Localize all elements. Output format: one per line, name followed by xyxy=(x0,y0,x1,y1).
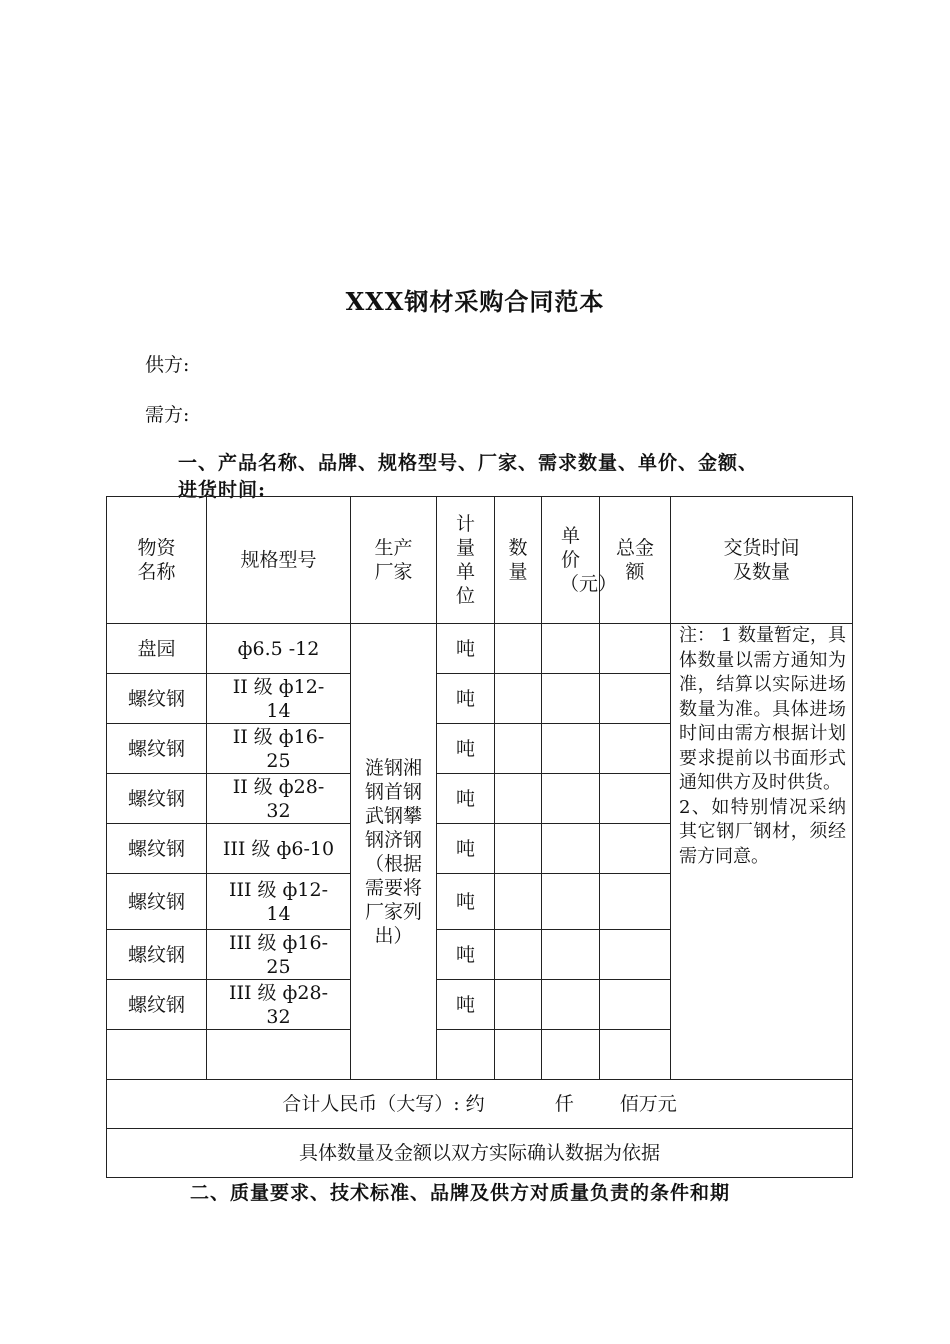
unit-price-cell xyxy=(542,674,600,724)
header-unit: 计量单位 xyxy=(437,497,495,624)
total-qian: 仟 xyxy=(554,1093,574,1115)
product-table xyxy=(106,496,853,1178)
unit-cell: 吨 xyxy=(437,774,495,824)
header-quantity: 数量 xyxy=(495,497,542,624)
unit-cell: 吨 xyxy=(437,874,495,930)
total-amount-cell xyxy=(600,980,671,1030)
quantity-cell xyxy=(495,624,542,674)
total-amount-cell xyxy=(600,674,671,724)
quantity-cell xyxy=(495,874,542,930)
spec-cell xyxy=(207,1030,351,1080)
table-header-row xyxy=(107,497,853,624)
total-label: 合计人民币（大写）: xyxy=(282,1093,460,1115)
material-name-cell: 螺纹钢 xyxy=(107,930,207,980)
material-name-cell xyxy=(107,1030,207,1080)
total-amount-cell xyxy=(600,824,671,874)
spec-cell: III 级 ф28-32 xyxy=(207,980,351,1030)
quantity-cell xyxy=(495,674,542,724)
total-amount-cell xyxy=(600,1030,671,1080)
unit-price-cell xyxy=(542,980,600,1030)
unit-cell: 吨 xyxy=(437,824,495,874)
spec-cell: II 级 ф12-14 xyxy=(207,674,351,724)
total-row xyxy=(107,1080,853,1129)
total-approx: 约 xyxy=(465,1093,485,1115)
material-name-cell: 螺纹钢 xyxy=(107,724,207,774)
section-1-line-1: 一、产品名称、品牌、规格型号、厂家、需求数量、单价、金额、 xyxy=(178,452,759,474)
spec-cell: III 级 ф12-14 xyxy=(207,874,351,930)
unit-price-cell xyxy=(542,774,600,824)
total-suffix: 佰万元 xyxy=(619,1093,677,1115)
quantity-cell xyxy=(495,724,542,774)
total-cell xyxy=(107,1080,853,1129)
total-amount-cell xyxy=(600,724,671,774)
unit-cell: 吨 xyxy=(437,980,495,1030)
unit-price-cell xyxy=(542,874,600,930)
total-amount-cell xyxy=(600,874,671,930)
material-name-cell: 螺纹钢 xyxy=(107,674,207,724)
manufacturer-cell: 涟钢湘钢首钢武钢攀钢济钢（根据需要将厂家列出） xyxy=(351,624,437,1080)
material-name-cell: 盘园 xyxy=(107,624,207,674)
spec-cell: II 级 ф28-32 xyxy=(207,774,351,824)
total-amount-cell xyxy=(600,930,671,980)
quantity-cell xyxy=(495,824,542,874)
header-manufacturer: 生产厂家 xyxy=(351,497,437,624)
unit-cell: 吨 xyxy=(437,724,495,774)
delivery-note-cell xyxy=(671,624,853,1080)
quantity-cell xyxy=(495,930,542,980)
unit-cell: 吨 xyxy=(437,624,495,674)
unit-price-cell xyxy=(542,930,600,980)
header-delivery: 交货时间及数量 xyxy=(671,497,853,624)
spec-cell: ф6.5 -12 xyxy=(207,624,351,674)
unit-price-cell xyxy=(542,1030,600,1080)
spec-cell: III 级 ф16-25 xyxy=(207,930,351,980)
material-name-cell: 螺纹钢 xyxy=(107,774,207,824)
section-1-line-2: 进货时间: xyxy=(178,479,267,501)
spec-cell: III 级 ф6-10 xyxy=(207,824,351,874)
basis-cell: 具体数量及金额以双方实际确认数据为依据 xyxy=(107,1129,853,1178)
unit-cell: 吨 xyxy=(437,674,495,724)
total-amount-cell xyxy=(600,624,671,674)
delivery-note-1: 注： 1 数量暂定，具体数量以需方通知为准，结算以实际进场数量为准。具体进场时间由需方根据计划要求提前以书面形式通知供方及时供货。 xyxy=(679,625,846,793)
header-spec: 规格型号 xyxy=(207,497,351,624)
header-total-amount: 总金额 xyxy=(600,497,671,624)
quantity-cell xyxy=(495,980,542,1030)
unit-price-cell xyxy=(542,824,600,874)
material-name-cell: 螺纹钢 xyxy=(107,980,207,1030)
unit-price-cell xyxy=(542,724,600,774)
header-unit-price: 单价（元） xyxy=(542,497,600,624)
quantity-cell xyxy=(495,1030,542,1080)
document-title: XXX钢材采购合同范本 xyxy=(345,287,605,316)
quantity-cell xyxy=(495,774,542,824)
material-name-cell: 螺纹钢 xyxy=(107,824,207,874)
total-amount-cell xyxy=(600,774,671,824)
material-name-cell: 螺纹钢 xyxy=(107,874,207,930)
unit-cell: 吨 xyxy=(437,930,495,980)
unit-price-cell xyxy=(542,624,600,674)
section-2-heading: 二、质量要求、技术标准、品牌及供方对质量负责的条件和期 xyxy=(190,1182,731,1204)
unit-cell xyxy=(437,1030,495,1080)
table-row xyxy=(107,624,853,674)
header-material-name: 物资名称 xyxy=(107,497,207,624)
basis-row xyxy=(107,1129,853,1178)
delivery-note-2: 2、如特别情况采纳其它钢厂钢材，须经需方同意。 xyxy=(679,796,846,867)
buyer-label: 需方: xyxy=(145,404,190,426)
supplier-label: 供方: xyxy=(145,354,190,376)
spec-cell: II 级 ф16-25 xyxy=(207,724,351,774)
